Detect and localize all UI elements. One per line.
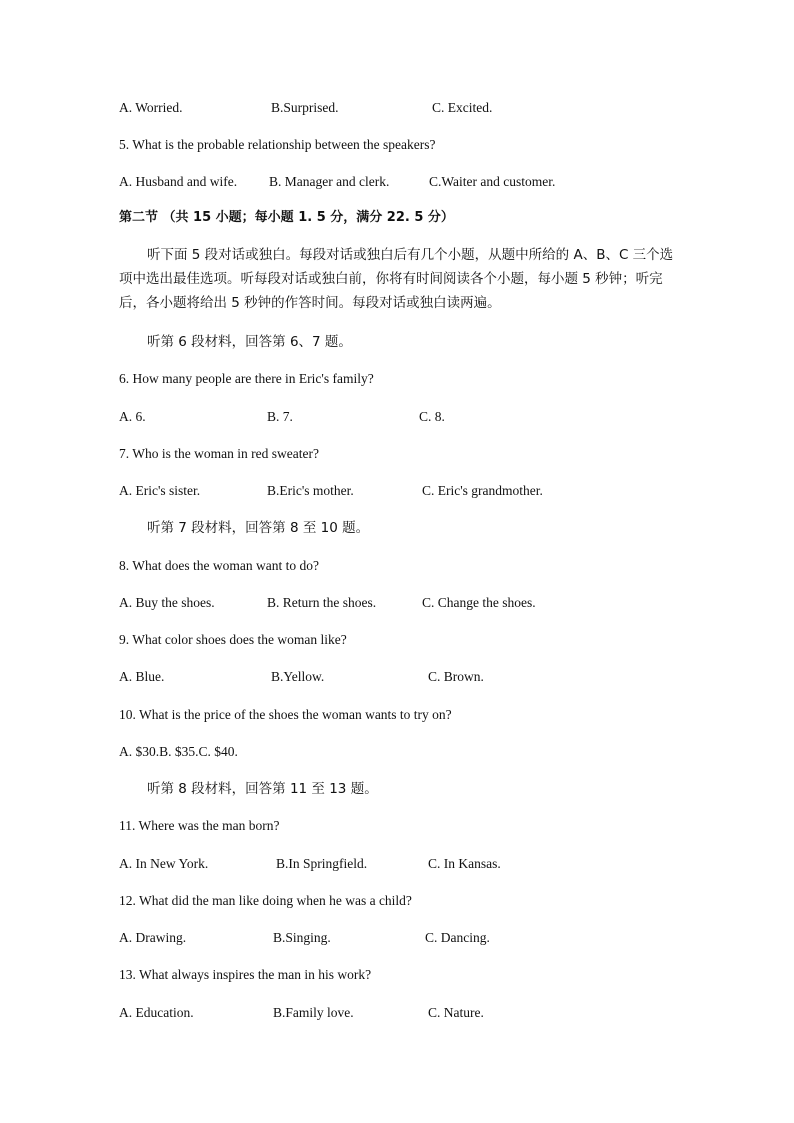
material6-instruction: 听第 6 段材料，回答第 6、7 题。 (147, 334, 352, 350)
q8-option-b: B. Return the shoes. (267, 595, 377, 610)
q6-option-b: B. 7. (267, 409, 293, 424)
q8-question: 8. What does the woman want to do? (119, 558, 319, 573)
q13-option-c: C. Nature. (428, 1005, 484, 1020)
q9-option-b: B.Yellow. (271, 669, 325, 684)
q4-option-c: C. Excited. (432, 100, 493, 115)
q12-option-b: B.Singing. (273, 930, 331, 945)
section2-heading: 第二节 （共 15 小题；每小题 1. 5 分，满分 22. 5 分） (119, 210, 454, 225)
q7-option-b: B.Eric's mother. (267, 483, 354, 498)
q12-option-c: C. Dancing. (425, 930, 490, 945)
q13-option-b: B.Family love. (273, 1005, 354, 1020)
q11-option-b: B.In Springfield. (276, 856, 368, 871)
q10-question: 10. What is the price of the shoes the woman wants to try on? (119, 707, 452, 722)
q8-option-c: C. Change the shoes. (422, 595, 536, 610)
q13-question: 13. What always inspires the man in his work? (119, 967, 372, 982)
q5-option-b: B. Manager and clerk. (269, 174, 390, 189)
q7-option-c: C. Eric's grandmother. (422, 483, 543, 498)
q12-option-a: A. Drawing. (119, 930, 187, 945)
q5-question: 5. What is the probable relationship between the speakers? (119, 137, 436, 152)
section2-instructions: 听下面 5 段对话或独白。每段对话或独白后有几个小题，从题中所给的 A、B、C 三个选项中选出最佳选项。听每段对话或独白前，你将有时间阅读各个小题，每小题 5 秒钟；听完后，各小题将给出 5 秒钟的作答时间。每段对话或独白读两遍。 (119, 247, 674, 311)
q9-option-c: C. Brown. (428, 669, 484, 684)
q5-option-c: C.Waiter and customer. (429, 174, 556, 189)
q4-option-a: A. Worried. (119, 100, 183, 115)
material8-instruction: 听第 8 段材料，回答第 11 至 13 题。 (147, 781, 378, 797)
q9-option-a: A. Blue. (119, 669, 165, 684)
q4-option-b: B.Surprised. (271, 100, 339, 115)
q7-question: 7. Who is the woman in red sweater? (119, 446, 319, 461)
q6-question: 6. How many people are there in Eric's family? (119, 371, 374, 386)
q6-option-a: A. 6. (119, 409, 146, 424)
q7-option-a: A. Eric's sister. (119, 483, 201, 498)
q11-option-a: A. In New York. (119, 856, 209, 871)
q11-option-c: C. In Kansas. (428, 856, 501, 871)
q11-question: 11. Where was the man born? (119, 818, 280, 833)
q8-option-a: A. Buy the shoes. (119, 595, 215, 610)
q5-option-a: A. Husband and wife. (119, 174, 238, 189)
q12-question: 12. What did the man like doing when he was a child? (119, 893, 412, 908)
q13-option-a: A. Education. (119, 1005, 194, 1020)
q6-option-c: C. 8. (419, 409, 445, 424)
q10-options: A. $30.B. $35.C. $40. (119, 744, 238, 759)
q9-question: 9. What color shoes does the woman like? (119, 632, 347, 647)
material7-instruction: 听第 7 段材料，回答第 8 至 10 题。 (147, 520, 370, 536)
